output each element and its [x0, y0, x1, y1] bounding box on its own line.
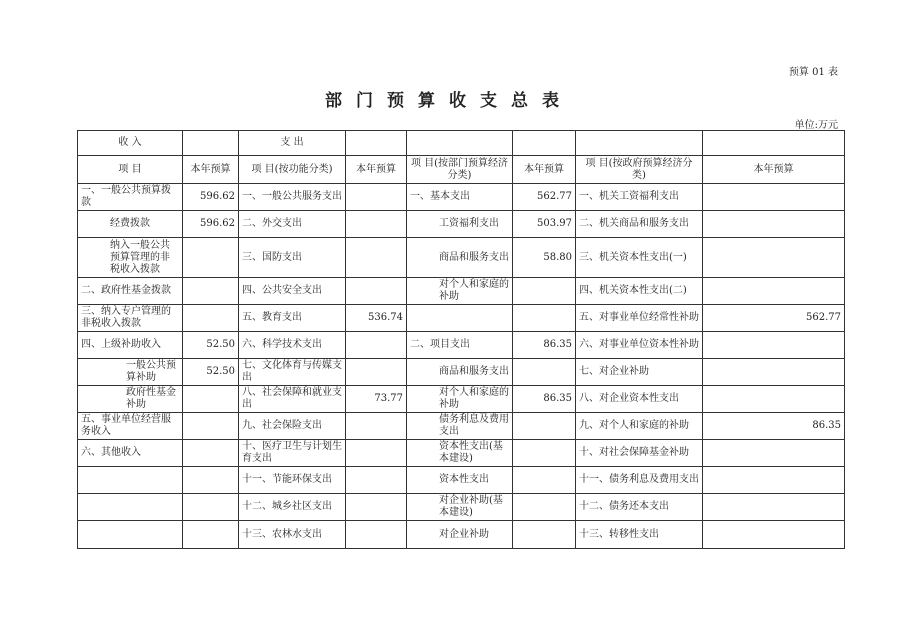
gov-item: 七、对企业补助 [576, 359, 703, 386]
gov-budget [703, 332, 845, 359]
income-item: 二、政府性基金拨款 [78, 278, 183, 305]
dept-budget [513, 494, 576, 521]
gov-budget [703, 278, 845, 305]
table-row [78, 521, 845, 549]
table-row [78, 386, 845, 413]
blank-cell [576, 131, 703, 156]
income-budget [183, 278, 239, 305]
func-item: 三、国防支出 [239, 238, 346, 278]
income-item: 四、上级补助收入 [78, 332, 183, 359]
income-budget [183, 494, 239, 521]
func-budget: 73.77 [346, 386, 407, 413]
gov-budget [703, 386, 845, 413]
gov-item: 六、对事业单位资本性补助 [576, 332, 703, 359]
func-item: 十二、城乡社区支出 [239, 494, 346, 521]
dept-budget [513, 521, 576, 549]
dept-budget: 503.97 [513, 211, 576, 238]
func-item: 十三、农林水支出 [239, 521, 346, 549]
func-item: 五、教育支出 [239, 305, 346, 332]
income-item [78, 521, 183, 549]
gov-budget: 86.35 [703, 413, 845, 440]
gov-item: 十、对社会保障基金补助 [576, 440, 703, 467]
income-budget [183, 440, 239, 467]
table-row [78, 467, 845, 494]
blank-cell [703, 131, 845, 156]
income-budget: 52.50 [183, 359, 239, 386]
dept-budget: 86.35 [513, 386, 576, 413]
dept-item: 对企业补助 [407, 521, 513, 549]
func-item: 六、科学技术支出 [239, 332, 346, 359]
gov-budget [703, 521, 845, 549]
gov-budget [703, 494, 845, 521]
table-row [78, 305, 845, 332]
income-item: 一般公共预算补助 [78, 359, 183, 386]
func-budget [346, 184, 407, 211]
income-budget [183, 238, 239, 278]
dept-item: 资本性支出(基本建设) [407, 440, 513, 467]
gov-item: 十三、转移性支出 [576, 521, 703, 549]
func-budget [346, 359, 407, 386]
gov-item: 九、对个人和家庭的补助 [576, 413, 703, 440]
func-budget: 536.74 [346, 305, 407, 332]
dept-item: 债务利息及费用支出 [407, 413, 513, 440]
income-budget: 596.62 [183, 211, 239, 238]
income-budget [183, 521, 239, 549]
table-row [78, 413, 845, 440]
expense-group-header: 支 出 [239, 131, 346, 156]
gov-item: 二、机关商品和服务支出 [576, 211, 703, 238]
income-budget [183, 386, 239, 413]
col-header-dept-budget: 本年预算 [513, 156, 576, 184]
func-budget [346, 332, 407, 359]
dept-budget [513, 440, 576, 467]
table-row [78, 359, 845, 386]
income-item: 三、纳入专户管理的非税收入拨款 [78, 305, 183, 332]
dept-budget [513, 305, 576, 332]
income-item: 一、一般公共预算拨款 [78, 184, 183, 211]
func-budget [346, 413, 407, 440]
unit-label: 单位:万元 [794, 120, 838, 131]
func-item: 一、一般公共服务支出 [239, 184, 346, 211]
gov-budget [703, 211, 845, 238]
blank-cell [183, 131, 239, 156]
gov-item: 三、机关资本性支出(一) [576, 238, 703, 278]
column-header-row [78, 156, 845, 184]
gov-item: 八、对企业资本性支出 [576, 386, 703, 413]
budget-table [77, 130, 845, 549]
gov-budget: 562.77 [703, 305, 845, 332]
gov-item: 十二、债务还本支出 [576, 494, 703, 521]
table-row [78, 332, 845, 359]
col-header-func-budget: 本年预算 [346, 156, 407, 184]
dept-item: 一、基本支出 [407, 184, 513, 211]
income-budget [183, 413, 239, 440]
dept-item: 对企业补助(基本建设) [407, 494, 513, 521]
table-row [78, 440, 845, 467]
func-item: 八、社会保障和就业支出 [239, 386, 346, 413]
group-header-row [78, 131, 845, 156]
gov-item: 一、机关工资福利支出 [576, 184, 703, 211]
dept-budget: 86.35 [513, 332, 576, 359]
dept-item: 商品和服务支出 [407, 238, 513, 278]
col-header-dept-item: 项 目(按部门预算经济分类) [407, 156, 513, 184]
dept-item: 资本性支出 [407, 467, 513, 494]
gov-item: 十一、债务利息及费用支出 [576, 467, 703, 494]
income-item: 纳入一般公共预算管理的非税收入拨款 [78, 238, 183, 278]
func-budget [346, 211, 407, 238]
dept-budget [513, 359, 576, 386]
page-title: 部门预算收支总表 [325, 91, 573, 111]
table-row [78, 238, 845, 278]
dept-item: 对个人和家庭的补助 [407, 278, 513, 305]
col-header-gov-item: 项 目(按政府预算经济分类) [576, 156, 703, 184]
dept-item: 商品和服务支出 [407, 359, 513, 386]
func-budget [346, 238, 407, 278]
gov-budget [703, 359, 845, 386]
income-budget: 596.62 [183, 184, 239, 211]
table-row [78, 278, 845, 305]
dept-budget: 562.77 [513, 184, 576, 211]
func-item: 十、医疗卫生与计划生育支出 [239, 440, 346, 467]
income-item: 政府性基金补助 [78, 386, 183, 413]
table-row [78, 211, 845, 238]
func-item: 二、外交支出 [239, 211, 346, 238]
income-budget [183, 467, 239, 494]
dept-item: 二、项目支出 [407, 332, 513, 359]
dept-budget [513, 467, 576, 494]
dept-budget: 58.80 [513, 238, 576, 278]
dept-item: 工资福利支出 [407, 211, 513, 238]
gov-budget [703, 467, 845, 494]
func-budget [346, 440, 407, 467]
income-budget: 52.50 [183, 332, 239, 359]
dept-item: 对个人和家庭的补助 [407, 386, 513, 413]
col-header-func-item: 项 目(按功能分类) [239, 156, 346, 184]
table-row [78, 184, 845, 211]
income-budget [183, 305, 239, 332]
income-item [78, 494, 183, 521]
gov-budget [703, 184, 845, 211]
income-group-header: 收 入 [78, 131, 183, 156]
gov-item: 四、机关资本性支出(二) [576, 278, 703, 305]
income-item [78, 467, 183, 494]
table-row [78, 494, 845, 521]
func-item: 十一、节能环保支出 [239, 467, 346, 494]
income-item: 六、其他收入 [78, 440, 183, 467]
dept-item [407, 305, 513, 332]
func-budget [346, 278, 407, 305]
gov-budget [703, 238, 845, 278]
col-header-income-budget: 本年预算 [183, 156, 239, 184]
func-budget [346, 521, 407, 549]
dept-budget [513, 413, 576, 440]
form-number: 预算 01 表 [788, 67, 838, 78]
blank-cell [407, 131, 513, 156]
func-item: 四、公共安全支出 [239, 278, 346, 305]
func-budget [346, 494, 407, 521]
blank-cell [513, 131, 576, 156]
func-budget [346, 467, 407, 494]
col-header-gov-budget: 本年预算 [703, 156, 845, 184]
income-item: 五、事业单位经营服务收入 [78, 413, 183, 440]
func-item: 七、文化体育与传媒支出 [239, 359, 346, 386]
func-item: 九、社会保险支出 [239, 413, 346, 440]
blank-cell [346, 131, 407, 156]
income-item: 经费拨款 [78, 211, 183, 238]
col-header-income-item: 项 目 [78, 156, 183, 184]
gov-item: 五、对事业单位经常性补助 [576, 305, 703, 332]
dept-budget [513, 278, 576, 305]
gov-budget [703, 440, 845, 467]
